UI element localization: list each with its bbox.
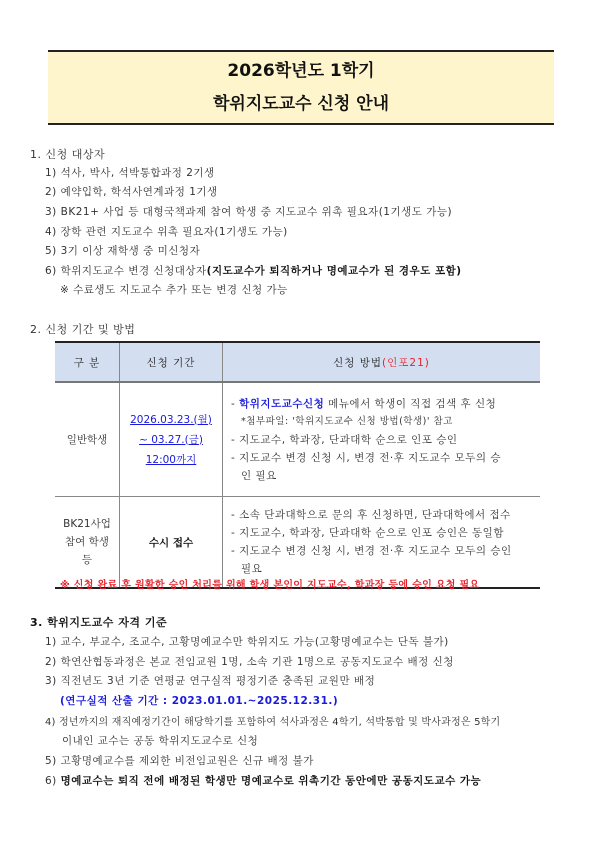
document-title-box [48, 50, 554, 125]
table-header-row [55, 342, 540, 382]
header-period: 신청 기간 [120, 342, 223, 382]
title-semester: 2026학년도 1학기 [227, 61, 375, 81]
row2-method-line3: - 지도교수 변경 신청 시, 변경 전·후 지도교수 모두의 승인 [231, 545, 512, 557]
row2-method-line2: - 지도교수, 학과장, 단과대학 순으로 인포 승인은 동일함 [231, 527, 504, 539]
section1-heading: 1. 신청 대상자 [30, 148, 106, 161]
row1-method-line5: 인 필요 [241, 469, 277, 482]
section1-item-2: 2) 예약입학, 학석사연계과정 1기생 [45, 186, 218, 198]
section3-item-4-cont: 이내인 교수는 공동 학위지도교수로 신청 [62, 735, 259, 747]
header-method-label: 신청 방법 [333, 356, 383, 369]
section1-note: ※ 수료생도 지도교수 추가 또는 변경 신청 가능 [60, 284, 288, 296]
row2-category: BK21사업 참여 학생 등 [55, 497, 120, 589]
row1-method-line1: - 학위지도교수신청 메뉴에서 학생이 직접 검색 후 신청 [231, 397, 497, 410]
row1-period-deadline: 12:00까지 [145, 453, 197, 466]
section3-item-1: 1) 교수, 부교수, 조교수, 고황명예교수만 학위지도 가능(고황명예교수는 단독 불가) [45, 636, 449, 648]
section3-item-6-emphasis: 명예교수는 퇴직 전에 배정된 학생만 명예교수로 위촉기간 동안에만 공동지도교수 가능 [60, 775, 482, 787]
section3-item-2: 2) 학연산협동과정은 본교 전임교원 1명, 소속 기관 1명으로 공동지도교수 배정 신청 [45, 656, 454, 668]
row2-method [223, 497, 541, 589]
approval-warning: ※ 신청 완료 후 원활한 승인 처리를 위해 학생 본인이 지도교수, 학과장 등에 승인 요청 필요 [60, 580, 480, 591]
research-period-note: (연구실적 산출 기간 : 2023.01.01.~2025.12.31.) [60, 695, 339, 707]
row1-method-line3: - 지도교수, 학과장, 단과대학 순으로 인포 승인 [231, 433, 458, 446]
table-row [55, 497, 540, 589]
row2-period: 수시 접수 [120, 497, 223, 589]
row1-period-end: ~ 03.27.(금) [139, 433, 203, 446]
section1-item-3: 3) BK21+ 사업 등 대형국책과제 참여 학생 중 지도교수 위촉 필요자(1기생도 가능) [45, 206, 453, 218]
application-table [55, 341, 540, 589]
header-method [223, 342, 541, 382]
table-row [55, 382, 540, 497]
row1-method-line4: - 지도교수 변경 신청 시, 변경 전·후 지도교수 모두의 승 [231, 451, 502, 464]
section1-item-6 [45, 263, 462, 278]
section3-item-3: 3) 직전년도 3년 기준 연평균 연구실적 평정기준 충족된 교원만 배정 [45, 675, 376, 687]
section3-item-6: 6) 명예교수는 퇴직 전에 배정된 학생만 명예교수로 위촉기간 동안에만 공동지도교수 가능 [45, 775, 482, 787]
row2-method-line1: - 소속 단과대학으로 문의 후 신청하면, 단과대학에서 접수 [231, 509, 511, 521]
menu-name-highlight: 학위지도교수신청 [239, 397, 325, 410]
header-method-system: (인포21) [382, 356, 430, 369]
section3-item-4: 4) 정년까지의 재직예정기간이 해당학기를 포함하여 석사과정은 4학기, 석박통합 및 박사과정은 5학기 [45, 717, 501, 728]
row1-method [223, 382, 541, 497]
row1-category: 일반학생 [55, 382, 120, 497]
section2-heading: 2. 신청 기간 및 방법 [30, 323, 136, 336]
section3-heading: 3. 학위지도교수 자격 기준 [30, 616, 168, 629]
section1-item-6-emphasis: (지도교수가 퇴직하거나 명예교수가 된 경우도 포함) [206, 265, 462, 277]
section3-item-5: 5) 고황명예교수를 제외한 비전임교원은 신규 배정 불가 [45, 755, 314, 767]
section1-item-6-text: 6) 학위지도교수 변경 신청대상자 [45, 265, 207, 277]
title-main: 학위지도교수 신청 안내 [212, 94, 390, 114]
section1-item-4: 4) 장학 관련 지도교수 위촉 필요자(1기생도 가능) [45, 226, 288, 238]
row1-method-attachment: *첨부파일: '학위지도교수 신청 방법(학생)' 참고 [241, 415, 453, 427]
section1-item-5: 5) 3기 이상 재학생 중 미신청자 [45, 245, 201, 257]
row1-period [120, 382, 223, 497]
section1-item-1: 1) 석사, 박사, 석박통합과정 2기생 [45, 167, 215, 179]
row1-period-start: 2026.03.23.(월) [130, 413, 212, 426]
header-category: 구 분 [55, 342, 120, 382]
row2-method-line4: 필요 [241, 563, 263, 575]
